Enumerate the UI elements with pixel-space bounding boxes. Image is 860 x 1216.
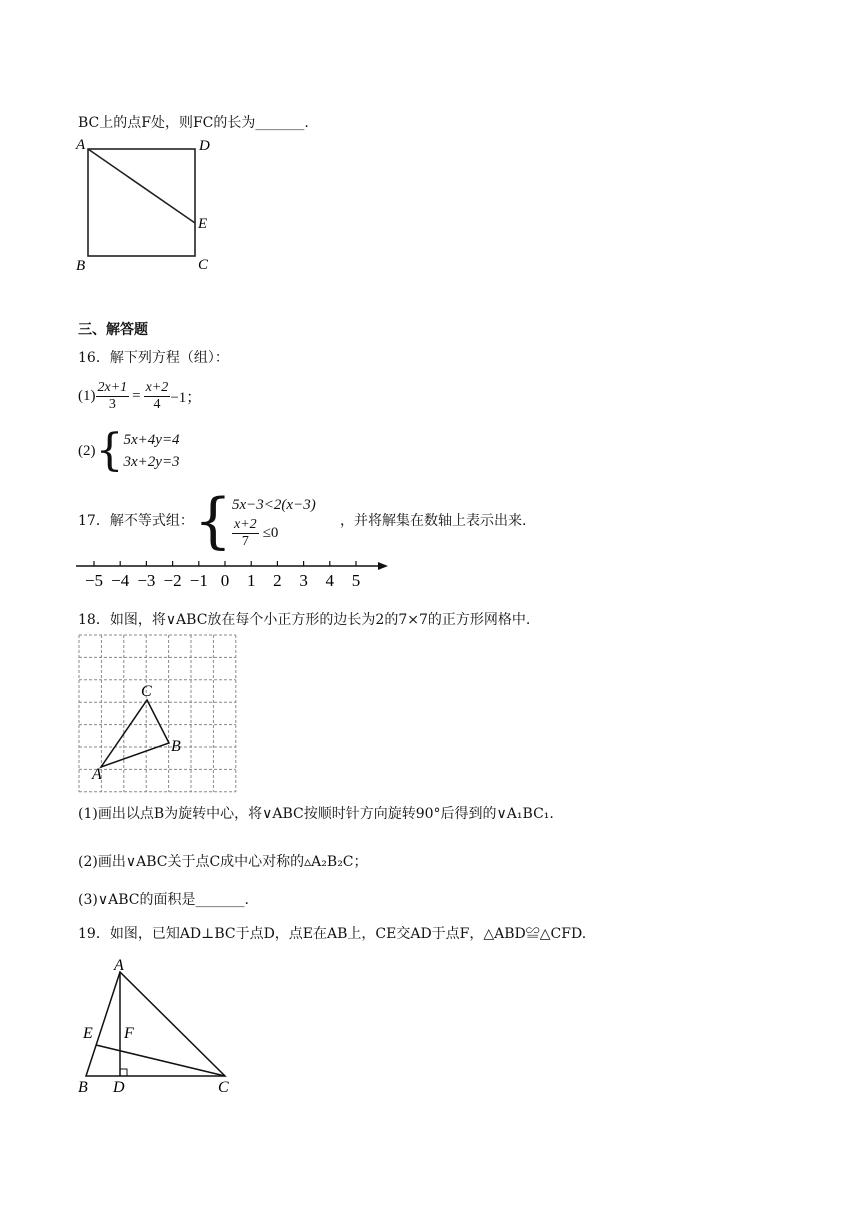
q15-tail-text: BC上的点F处，则FC的长为_______.	[78, 115, 309, 131]
q17-stem: 17．解不等式组：	[78, 513, 194, 529]
q16-p1-right-den: 4	[153, 396, 161, 412]
q17-line1: 5x−3<2(x−3)	[232, 496, 316, 513]
q19-label-b: B	[78, 1079, 88, 1096]
number-line-tick-label: 2	[273, 571, 282, 590]
q16-p1-right-fraction	[144, 380, 171, 413]
q18-grid-figure	[76, 632, 240, 794]
triangle-abc-q19	[86, 972, 225, 1076]
q17-line2-tail: ≤0	[262, 524, 279, 541]
q19-label-e: E	[83, 1025, 93, 1042]
q17-brace: {	[193, 486, 233, 556]
q16-stem: 16．解下列方程（组）：	[78, 350, 229, 366]
q18-stem: 18．如图，将∨ABC放在每个小正方形的边长为2的7×7的正方形网格中.	[78, 612, 531, 628]
number-line	[74, 558, 394, 592]
q16-p2-label: (2)	[78, 442, 96, 459]
number-line-tick-label: −1	[189, 571, 208, 590]
q19-label-d: D	[113, 1079, 125, 1096]
q15-square-figure	[72, 134, 222, 274]
q17-frac-num: x+2	[234, 516, 257, 532]
q16-p1-right-num: x+2	[145, 379, 169, 395]
q17-row	[78, 488, 526, 554]
q19-triangle-figure	[74, 952, 244, 1098]
segment-ae	[88, 149, 195, 223]
q19-label-a: A	[114, 957, 124, 974]
grid-7x7	[79, 635, 236, 792]
q16-p1-label: (1)	[78, 387, 96, 404]
number-line-tick-label: 5	[351, 571, 361, 590]
q16-part2	[78, 425, 180, 476]
q16-p1-tail: −1；	[170, 389, 202, 406]
q17-frac-den: 7	[241, 533, 249, 549]
label-e: E	[198, 216, 208, 232]
triangle-abc	[101, 700, 169, 767]
q18-part1: (1)画出以点B为旋转中心，将∨ABC按顺时针方向旋转90°后得到的∨A₁BC₁.	[78, 806, 554, 822]
q16-p2-line2: 3x+2y=3	[123, 454, 180, 470]
q19-label-f: F	[124, 1025, 134, 1042]
right-angle-mark	[120, 1069, 127, 1076]
q16-p1-left-fraction	[96, 380, 130, 413]
q17-fraction	[232, 517, 259, 550]
q19-label-c: C	[218, 1079, 229, 1096]
q16-p2-brace: {	[95, 425, 124, 476]
number-line-tick-label: 4	[325, 571, 335, 590]
label-a: A	[76, 137, 86, 153]
label-d: D	[199, 138, 210, 154]
q18-part3: (3)∨ABC的面积是_______.	[78, 892, 249, 908]
number-line-tick-label: −5	[84, 571, 104, 590]
label-b: B	[76, 258, 86, 274]
q16-p2-line1: 5x+4y=4	[123, 432, 180, 448]
number-line-tick-label: 3	[299, 571, 308, 590]
q17-system	[232, 493, 340, 550]
label-c: C	[198, 257, 209, 273]
q16-part1	[78, 378, 201, 414]
number-line-tick-label: −2	[163, 571, 182, 590]
q16-p1-equals: =	[132, 387, 141, 404]
grid-label-c: C	[141, 683, 152, 700]
grid-label-b: B	[171, 738, 181, 755]
q18-part2: (2)画出∨ABC关于点C成中心对称的▵A₂B₂C；	[78, 854, 368, 870]
segment-ce	[96, 1045, 225, 1076]
square-abcd	[88, 149, 195, 256]
section-title: 三、解答题	[78, 322, 148, 338]
q16-p2-system	[124, 429, 180, 473]
q16-p1-left-num: 2x+1	[97, 379, 128, 395]
q16-p1-left-den: 3	[108, 396, 116, 412]
number-line-tick-label: 0	[220, 571, 230, 590]
q17-line2	[232, 517, 340, 550]
grid-label-a: A	[92, 766, 102, 783]
number-line-tick-label: 1	[246, 571, 256, 590]
q19-stem: 19．如图，已知AD⊥BC于点D，点E在AB上，CE交AD于点F，△ABD≌△CFD.	[78, 926, 587, 942]
number-line-tick-label: −4	[111, 571, 130, 590]
number-line-tick-label: −3	[137, 571, 156, 590]
number-line-arrow	[378, 562, 388, 570]
q17-tail: ，并将解集在数轴上表示出来.	[340, 513, 527, 529]
